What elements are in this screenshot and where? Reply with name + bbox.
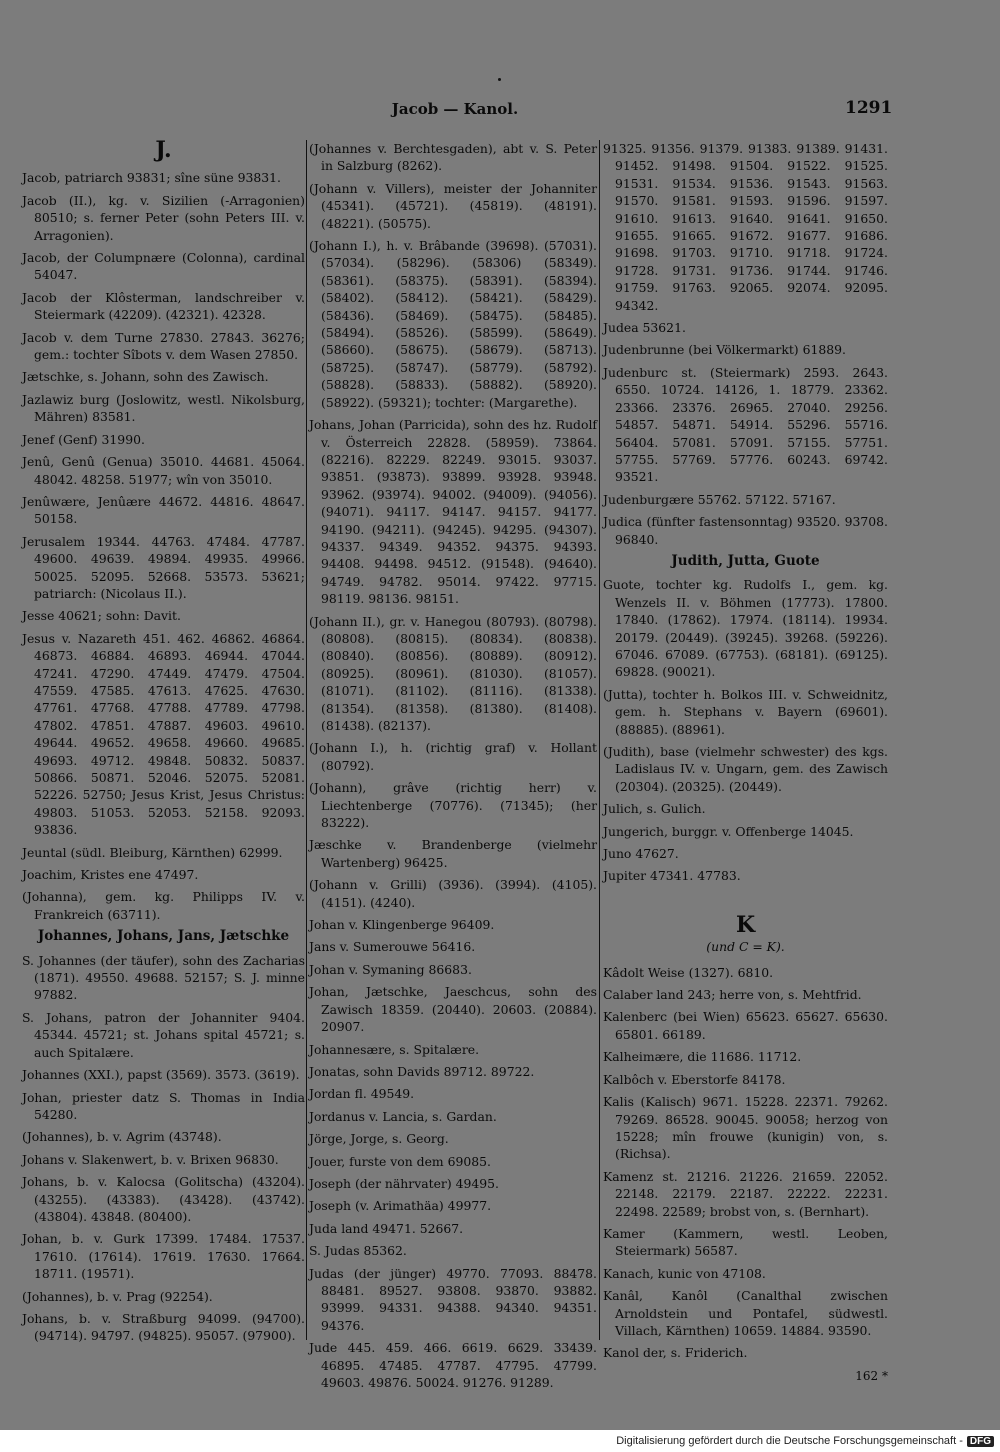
index-column-1 xyxy=(22,137,305,1350)
index-entry: Johan, Jætschke, Jaeschcus, sohn des Zawisch 18359. (20440). 20603. (20884). 20907. xyxy=(309,984,597,1035)
index-entry: Jude 445. 459. 466. 6619. 6629. 33439. 46895. 47485. 47787. 47795. 47799. 49603. 49876. 50024. 91276. 91289. xyxy=(309,1340,597,1390)
index-entry: Joseph (der nährvater) 49495. xyxy=(309,1175,499,1191)
index-entry: Jupiter 47341. 47783. xyxy=(603,868,741,884)
index-entry: (Johann I.), h. v. Brâbande (39698). (57031). (57034). (58296). (58306) (58349). (58361). (58375). (58391). (58394). (58402). (58412). (58421). (58429). (58436). (58469). (58475). (58485). (58494). (58526). (58599). (58649). (58660). (58675). (58679). (58713). (58725). (58747). (58779). (58792). (58828). (58833). (58882). (58920). (58922). (59321); tochter: (Margarethe). xyxy=(309,238,597,410)
index-column-2 xyxy=(309,140,597,1396)
index-entry: Kanach, kunic von 47108. xyxy=(603,1265,766,1281)
dfg-logo: DFG xyxy=(967,1436,994,1447)
index-entry: Joachim, Kristes ene 47497. xyxy=(22,867,199,883)
top-dot-mark xyxy=(498,78,501,81)
index-entry: (Johannes), b. v. Prag (92254). xyxy=(22,1288,213,1304)
index-entry: Kâdolt Weise (1327). 6810. xyxy=(603,964,774,980)
column1-entries-johannes xyxy=(22,952,305,1345)
index-entry: Jörge, Jorge, s. Georg. xyxy=(309,1131,449,1147)
index-entry: (Johann v. Villers), meister der Johanniter (45341). (45721). (45819). (48191). (48221). (50575). xyxy=(309,180,597,231)
index-entry: Kanol der, s. Friderich. xyxy=(603,1345,748,1361)
index-entry: Johans, b. v. Kalocsa (Golitscha) (43204). (43255). (43383). (43428). (43742). (43804). 43848. (80400). xyxy=(22,1174,305,1224)
section-k-note: (und C = K). xyxy=(706,939,785,955)
index-entry: Johan, b. v. Gurk 17399. 17484. 17537. 17610. (17614). 17619. 17630. 17664. 18711. (19571). xyxy=(22,1231,305,1282)
index-entry: Jans v. Sumerouwe 56416. xyxy=(309,939,476,955)
index-entry: (Johannes v. Berchtesgaden), abt v. S. Peter in Salzburg (8262). xyxy=(309,141,597,174)
index-entry: S. Johannes (der täufer), sohn des Zacharias (1871). 49550. 49688. 52157; S. J. minne 97882. xyxy=(22,952,305,1003)
index-entry: (Johann v. Grilli) (3936). (3994). (4105). (4151). (4240). xyxy=(309,877,597,910)
index-entry: S. Judas 85362. xyxy=(309,1243,407,1259)
footer-text: Digitalisierung gefördert durch die Deutsche Forschungsgemeinschaft - xyxy=(616,1435,963,1447)
index-entry: Johannesære, s. Spitalære. xyxy=(309,1041,480,1057)
signature-mark: 162 * xyxy=(855,1368,888,1383)
index-entry: (Johann II.), gr. v. Hanegou (80793). (80798). (80808). (80815). (80834). (80838). (80840). (80856). (80889). (80912). (80925). (80961). (81030). (81057). (81071). (81102). (81116). (81338). (81354). (81358). (81380). (81408). (81438). (82137). xyxy=(309,613,597,733)
index-entry: Jenef (Genf) 31990. xyxy=(22,431,145,447)
index-entry: (Johannes), b. v. Agrim (43748). xyxy=(22,1129,222,1145)
page-header-title: Jacob — Kanol. xyxy=(391,100,519,118)
index-entry: Judenburc st. (Steiermark) 2593. 2643. 6550. 10724. 14126, 1. 18779. 23362. 23366. 23376. 26965. 27040. 29256. 54857. 54871. 54914. 55296. 55716. 56404. 57081. 57091. 57155. 57751. 57755. 57769. 57776. 60243. 69742. 93521. xyxy=(603,364,888,485)
index-entry: S. Johans, patron der Johanniter 9404. 45344. 45721; st. Johans spital 45721; s. auch Spitalære. xyxy=(22,1009,305,1060)
index-entry: Jacob der Klôsterman, landschreiber v. Steiermark (42209). (42321). 42328. xyxy=(22,289,305,323)
index-entry: Jonatas, sohn Davids 89712. 89722. xyxy=(309,1063,535,1079)
index-entry: 91325. 91356. 91379. 91383. 91389. 91431. 91452. 91498. 91504. 91522. 91525. 91531. 91534. 91536. 91543. 91563. 91570. 91581. 91593. 91596. 91597. 91610. 91613. 91640. 91641. 91650. 91655. 91665. 91672. 91677. 91686. 91698. 91703. 91710. 91718. 91724. 91728. 91731. 91736. 91744. 91746. 91759. 91763. 92065. 92074. 92095. 94342. xyxy=(603,141,888,313)
index-entry: Jacob (II.), kg. v. Sizilien (-Arragonien) 80510; s. ferner Peter (sohn Peters III. v. Arragonien). xyxy=(22,192,305,243)
index-entry: (Johanna), gem. kg. Philipps IV. v. Frankreich (63711). xyxy=(22,889,305,922)
index-entry: Kalbôch v. Eberstorfe 84178. xyxy=(603,1071,786,1087)
index-entry: Judica (fünfter fastensonntag) 93520. 93708. 96840. xyxy=(603,514,888,547)
index-entry: Joseph (v. Arimathäa) 49977. xyxy=(309,1198,492,1214)
index-entry: Judenbrunne (bei Völkermarkt) 61889. xyxy=(603,342,846,358)
column3-entries-judith xyxy=(603,576,888,885)
index-entry: Calaber land 243; herre von, s. Mehtfrid. xyxy=(603,987,862,1003)
index-entry: Jouer, furste von dem 69085. xyxy=(309,1153,491,1169)
index-entry: Jordanus v. Lancia, s. Gardan. xyxy=(309,1108,497,1124)
index-entry: Johans, b. v. Straßburg 94099. (94700). (94714). 94797. (94825). 95057. (97900). xyxy=(22,1310,305,1344)
index-entry: Jacob, der Columpnære (Colonna), cardinal 54047. xyxy=(22,250,305,283)
section-letter-j: J. xyxy=(155,137,172,163)
subhead-judith: Judith, Jutta, Guote xyxy=(671,552,820,569)
index-entry: (Johann I.), h. (richtig graf) v. Hollant (80792). xyxy=(309,740,597,773)
index-entry: Jacob, patriarch 93831; sîne süne 93831. xyxy=(22,170,281,186)
index-entry: Johan v. Symaning 86683. xyxy=(309,961,472,977)
index-entry: Kamenz st. 21216. 21226. 21659. 22052. 22148. 22179. 22187. 22222. 22231. 22498. 22589; brobst von, s. (Bernhart). xyxy=(603,1168,888,1219)
index-entry: Jætschke, s. Johann, sohn des Zawisch. xyxy=(22,369,269,385)
column3-entries-k xyxy=(603,964,888,1362)
index-entry: Jenû, Genû (Genua) 35010. 44681. 45064. 48042. 48258. 51977; wîn von 35010. xyxy=(22,454,305,487)
column-divider-2 xyxy=(599,140,600,1340)
index-entry: Jordan fl. 49549. xyxy=(309,1086,415,1102)
index-entry: Juno 47627. xyxy=(603,846,679,862)
index-entry: Johan v. Klingenberge 96409. xyxy=(309,917,495,933)
index-entry: Kamer (Kammern, westl. Leoben, Steiermark) 56587. xyxy=(603,1225,888,1259)
index-entry: Johannes (XXI.), papst (3569). 3573. (3619). xyxy=(22,1067,300,1083)
index-entry: Jeuntal (südl. Bleiburg, Kärnthen) 62999. xyxy=(22,844,283,860)
index-entry: Johans, Johan (Parricida), sohn des hz. Rudolf v. Österreich 22828. (58959). 73864. (82216). 82229. 82249. 93015. 93037. 93851. (93873). 93899. 93928. 93948. 93962. (93974). 94002. (94009). (94056). (94071). 94117. 94147. 94157. 94177. 94190. (94211). (94245). 94295. (94307). 94337. 94349. 94352. 94375. 94393. 94408. 94498. 94512. (91548). (94640). 94749. 94782. 95014. 97422. 97715. 98119. 98136. 98151. xyxy=(309,417,597,607)
index-entry: Kalheimære, die 11686. 11712. xyxy=(603,1049,802,1065)
column2-entries xyxy=(309,140,597,1391)
index-entry: Jesse 40621; sohn: Davit. xyxy=(22,608,181,624)
index-entry: Jæschke v. Brandenberge (vielmehr Wartenberg) 96425. xyxy=(309,837,597,870)
index-entry: Johans v. Slakenwert, b. v. Brixen 96830. xyxy=(22,1151,279,1167)
index-entry: Judea 53621. xyxy=(603,320,686,336)
index-entry: Jacob v. dem Turne 27830. 27843. 36276; gem.: tochter Sîbots v. dem Wasen 27850. xyxy=(22,329,305,363)
index-entry: Kanâl, Kanôl (Canalthal zwischen Arnoldstein und Pontafel, südwestl. Villach, Kärnthen) 10659. 14884. 93590. xyxy=(603,1288,888,1338)
column3-entries xyxy=(603,140,888,548)
index-entry: Judas (der jünger) 49770. 77093. 88478. 88481. 89527. 93808. 93870. 93882. 93999. 94331. 94388. 94340. 94351. 94376. xyxy=(309,1265,597,1333)
index-entry: Jazlawiz burg (Joslowitz, westl. Nikolsburg, Mähren) 83581. xyxy=(22,391,305,425)
digitization-footer xyxy=(0,1430,1000,1452)
index-column-3 xyxy=(603,140,888,1385)
index-entry: (Judith), base (vielmehr schwester) des kgs. Ladislaus IV. v. Ungarn, gem. des Zawisch (20304). (20325). (20449). xyxy=(603,744,888,794)
index-entry: (Johann), grâve (richtig herr) v. Liechtenberge (70776). (71345); (her 83222). xyxy=(309,780,597,831)
column-divider-1 xyxy=(306,140,307,1340)
index-entry: Judenburgære 55762. 57122. 57167. xyxy=(603,491,836,507)
column1-entries xyxy=(22,169,305,923)
section-letter-k: K xyxy=(735,911,756,938)
index-entry: Juda land 49471. 52667. xyxy=(309,1220,464,1236)
index-entry: Jerusalem 19344. 44763. 47484. 47787. 49600. 49639. 49894. 49935. 49966. 50025. 52095. 52668. 53573. 53621; patriarch: (Nicolaus II.). xyxy=(22,533,305,601)
index-entry: Julich, s. Gulich. xyxy=(603,801,706,817)
index-entry: (Jutta), tochter h. Bolkos III. v. Schweidnitz, gem. h. Stephans v. Bayern (69601). (88885). (88961). xyxy=(603,686,888,737)
index-entry: Jesus v. Nazareth 451. 462. 46862. 46864. 46873. 46884. 46893. 46944. 47044. 47241. 47290. 47449. 47479. 47504. 47559. 47585. 47613. 47625. 47630. 47761. 47768. 47788. 47789. 47798. 47802. 47851. 47887. 49603. 49610. 49644. 49652. 49658. 49660. 49685. 49693. 49712. 49848. 50832. 50837. 50866. 50871. 52046. 52075. 52081. 52226. 52750; Jesus Krist, Jesus Christus: 49803. 51053. 52053. 52158. 92093. 93836. xyxy=(22,630,305,838)
index-entry: Kalis (Kalisch) 9671. 15228. 22371. 79262. 79269. 86528. 90045. 90058; herzog von 15228; mîn frouwe (kunigin) von, s. (Richsa). xyxy=(603,1094,888,1162)
index-entry: Jungerich, burggr. v. Offenberge 14045. xyxy=(603,823,854,839)
index-entry: Jenûwære, Jenûære 44672. 44816. 48647. 50158. xyxy=(22,493,305,527)
index-entry: Johan, priester datz S. Thomas in India 54280. xyxy=(22,1089,305,1122)
index-entry: Guote, tochter kg. Rudolfs I., gem. kg. Wenzels II. v. Böhmen (17773). 17800. 17840. (17862). 17974. (18114). 19934. 20179. (20449). (39245). 39268. (59226). 67046. 67089. (67753). (68181). (69125). 69828. (90021). xyxy=(603,577,888,680)
page-number: 1291 xyxy=(845,98,893,118)
subhead-johannes: Johannes, Johans, Jans, Jætschke xyxy=(37,928,290,945)
index-entry: Kalenberc (bei Wien) 65623. 65627. 65630. 65801. 66189. xyxy=(603,1009,888,1042)
